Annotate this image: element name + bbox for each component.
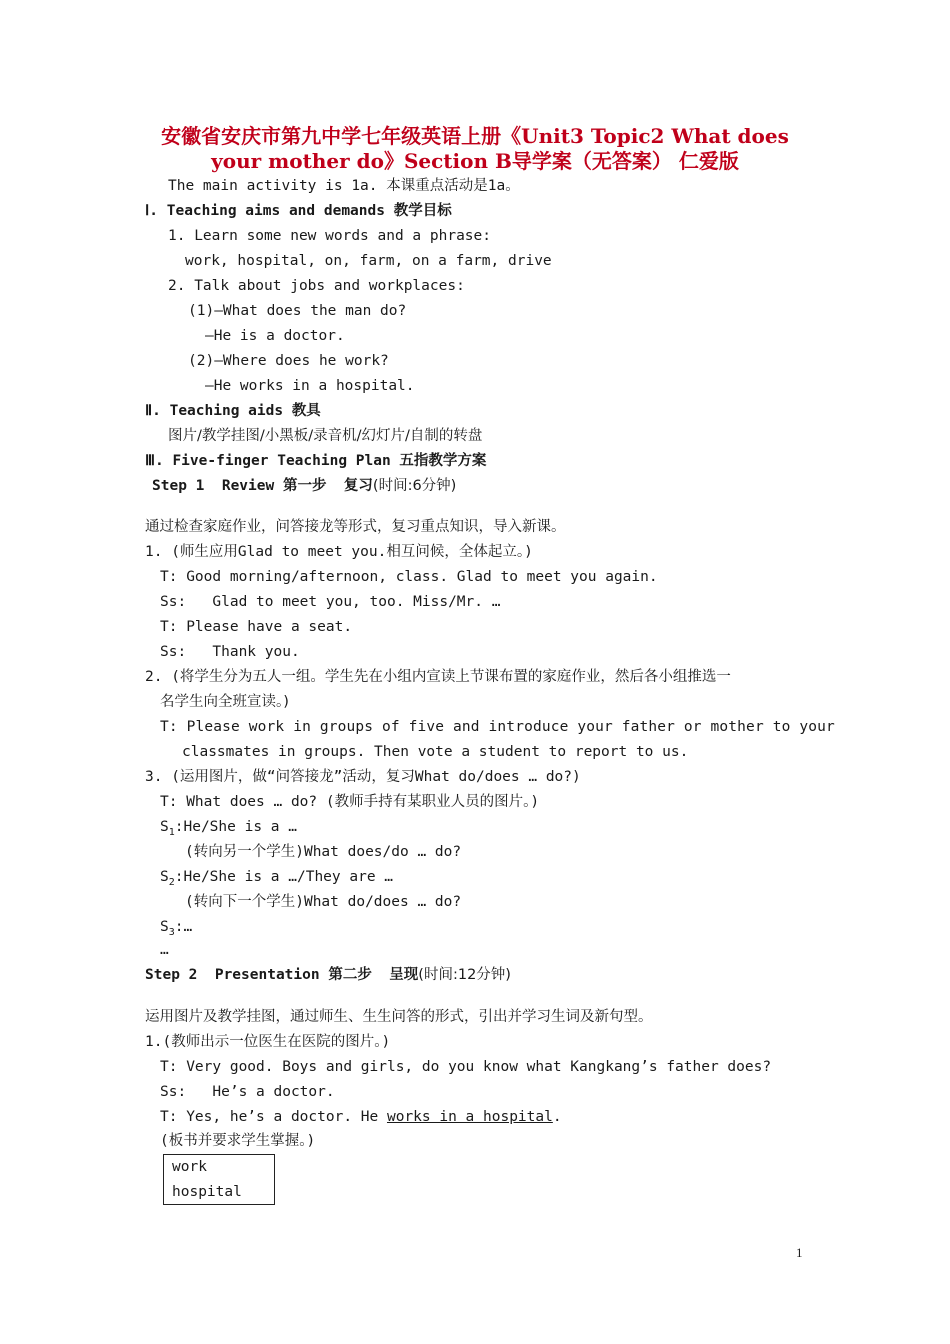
aim-item-2: 2. Talk about jobs and workplaces: [168,278,465,294]
step1-desc: 通过检查家庭作业，问答接龙等形式，复习重点知识，导入新课。 [145,519,566,535]
speaker-s3-sub: 3 [168,926,175,938]
step1-p2-line1: T: Please work in groups of five and introduce your father or mother to your [160,719,835,735]
step2-desc: 运用图片及教学挂图，通过师生、生生问答的形式，引出并学习生词及新句型。 [145,1009,653,1025]
step2-p1: 1.(教师出示一位医生在医院的图片。) [145,1034,391,1050]
doc-title-line1: 安徽省安庆市第九中学七年级英语上册《Unit3 Topic2 What does [161,124,789,148]
speaker-s3: S [160,919,169,935]
vocab-box [163,1154,275,1205]
step1-p3-s2-text: :He/She is a …/They are … [174,869,394,885]
section3-heading: Ⅲ. Five-finger Teaching Plan 五指教学方案 [145,453,487,469]
step1-p3-line1: T: What does … do? (教师手持有某职业人员的图片。) [160,794,540,810]
aim-q2: (2)—Where does he work? [188,353,389,369]
step1-heading: Step 1 Review 第一步 复习 [152,478,373,494]
step1-heading-line [152,474,456,499]
aim-q1: (1)—What does the man do? [188,303,407,319]
step1-p1-line2: Ss: Glad to meet you, too. Miss/Mr. … [160,594,501,610]
step2-time: (时间:12分钟) [418,967,511,983]
step2-heading-line [145,963,511,988]
step1-p1-line1: T: Good morning/afternoon, class. Glad to meet you again. [160,569,658,585]
aim-item-1-words: work, hospital, on, farm, on a farm, drive [185,253,552,269]
step2-line4: (板书并要求学生掌握。) [160,1133,316,1149]
step1-p3-s3-text: :… [174,919,193,935]
step2-line3-post: . [552,1109,562,1125]
step2-heading: Step 2 Presentation 第二步 呈现 [145,967,419,983]
step2-line3-pre: T: Yes, he’s a doctor. He [160,1109,387,1125]
speaker-s1: S [160,819,169,835]
step1-p2-cont: 名学生向全班宣读。) [160,694,289,710]
step1-p2-line1-cont: classmates in groups. Then vote a student to report to us. [182,744,689,760]
vocab-word-hospital: hospital [172,1184,242,1200]
speaker-s1-sub: 1 [168,826,175,838]
aim-a2: —He works in a hospital. [205,378,415,394]
step1-p2: 2. (将学生分为五人一组。学生先在小组内宣读上节课布置的家庭作业，然后各小组推选一 [145,669,731,685]
step2-line2: Ss: He’s a doctor. [160,1084,335,1100]
intro-line: The main activity is 1a. 本课重点活动是1a。 [168,178,520,194]
step1-time: (时间:6分钟) [372,478,457,494]
section1-heading: Ⅰ. Teaching aims and demands 教学目标 [145,203,452,219]
step1-p1-line3: T: Please have a seat. [160,619,353,635]
step1-p3-line2: (转向另一个学生)What does/do … do? [185,844,462,860]
step1-p1-line4: Ss: Thank you. [160,644,300,660]
page-number: 1 [796,1245,803,1260]
speaker-s2-sub: 2 [168,876,175,888]
step1-p3-line3: (转向下一个学生)What do/does … do? [185,894,462,910]
doc-title-line2: your mother do》Section B导学案（无答案） 仁爱版 [211,149,739,173]
step1-p3: 3. (运用图片，做“问答接龙”活动，复习What do/does … do?) [145,769,581,785]
speaker-s2: S [160,869,169,885]
vocab-word-work: work [172,1159,207,1175]
teaching-aids-list: 图片/教学挂图/小黑板/录音机/幻灯片/自制的转盘 [168,428,483,444]
step1-p3-ellipsis: … [160,942,169,958]
step2-line1: T: Very good. Boys and girls, do you know what Kangkang’s father does? [160,1059,772,1075]
underlined-phrase: works in a hospital [386,1109,553,1125]
step2-line3 [160,1105,562,1130]
aim-a1: —He is a doctor. [205,328,345,344]
aim-item-1: 1. Learn some new words and a phrase: [168,228,492,244]
step1-p1: 1. (师生应用Glad to meet you.相互问候，全体起立。) [145,544,533,560]
section2-heading: Ⅱ. Teaching aids 教具 [145,403,321,419]
step1-p3-s1-text: :He/She is a … [174,819,297,835]
